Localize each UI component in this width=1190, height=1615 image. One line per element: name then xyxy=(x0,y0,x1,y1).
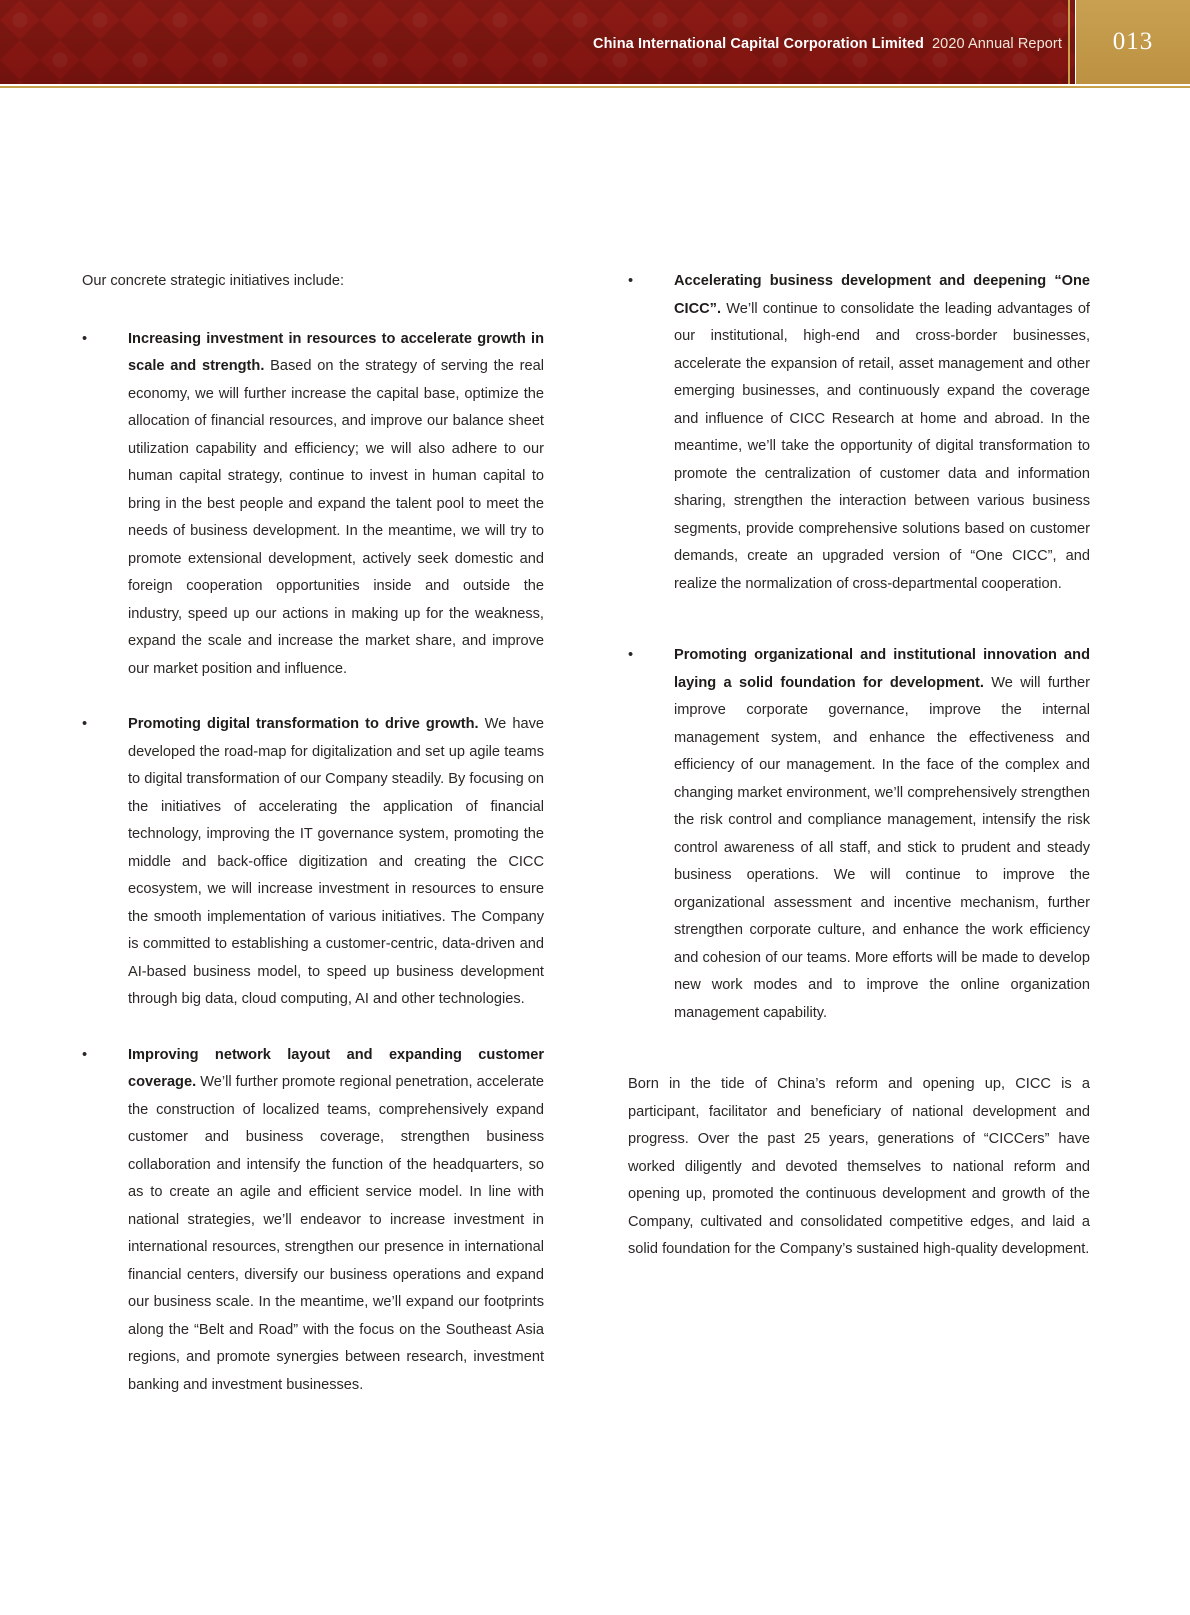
column-spacer xyxy=(628,626,1090,642)
bullet-marker: • xyxy=(82,716,88,732)
left-column xyxy=(82,268,544,1427)
list-item xyxy=(628,642,1090,1027)
bullet-body: We’ll continue to consolidate the leading advantages of our institutional, high-end and cross-border businesses, accelerate the expansion of retail, asset management and other emerging businesses, and continuously expand the coverage and influence of CICC Research at home and abroad. In the meantime, we’ll take the opportunity of digital transformation to promote the centralization of customer data and information sharing, strengthen the interaction between various business segments, provide comprehensive solutions based on customer demands, create an upgraded version of “One CICC”, and realize the normalization of cross-departmental cooperation. xyxy=(674,300,1090,592)
bullet-text xyxy=(128,326,544,684)
bullet-marker: • xyxy=(628,273,634,289)
page-number-tab xyxy=(1076,0,1190,84)
two-column-layout xyxy=(82,268,1128,1427)
closing-paragraph: Born in the tide of China’s reform and opening up, CICC is a participant, facilitator and beneficiary of national development and progress. Over the past 25 years, generations of “CICCers” have worked diligently and devoted themselves to national reform and opening up, promoted the continuous development and growth of the Company, cultivated and consolidated competitive edges, and laid a solid foundation for the Company’s sustained high-quality development. xyxy=(628,1076,1090,1257)
bullet-lead: Accelerating business development and deepening “One CICC”. xyxy=(674,273,1090,317)
company-name: China International Capital Corporation Limited xyxy=(593,36,924,52)
bullet-body: We’ll further promote regional penetration, accelerate the construction of localized teams, comprehensively expand customer and business coverage, strengthen business collaboration and intensify the function of the headquarters, so as to create an agile and efficient service model. In line with national strategies, we’ll endeavor to increase investment in international resources, strengthen our presence in international financial centers, diversify our business operations and expand our business scale. In the meantime, we’ll expand our footprints along the “Belt and Road” with the focus on the Southeast Asia regions, and promote synergies between research, investment banking and investment businesses. xyxy=(128,1074,544,1393)
bullet-lead: Promoting digital transformation to drive growth. xyxy=(128,716,479,732)
list-item xyxy=(82,711,544,1014)
column-spacer xyxy=(628,1055,1090,1071)
list-item xyxy=(82,1042,544,1400)
bullet-text xyxy=(674,642,1090,1027)
bullet-text xyxy=(128,1042,544,1400)
page-number: 013 xyxy=(1112,28,1154,55)
intro-paragraph: Our concrete strategic initiatives include: xyxy=(82,273,344,289)
bullet-body: Based on the strategy of serving the real economy, we will further increase the capital base, optimize the allocation of financial resources, and improve our balance sheet utilization capability and efficiency; we will also adhere to our human capital strategy, continue to invest in human capital to bring in the best people and expand the talent pool to meet the needs of business development. In the meantime, we will try to promote extensional development, actively seek domestic and foreign cooperation opportunities inside and outside the industry, speed up our actions in making up for the weakness, expand the scale and increase the market share, and improve our market position and influence. xyxy=(128,358,544,677)
bullet-marker: • xyxy=(82,1046,88,1063)
bullet-text xyxy=(674,268,1090,598)
list-item xyxy=(82,326,544,684)
right-column xyxy=(628,268,1090,1427)
page-body xyxy=(0,88,1190,1615)
bullet-marker: • xyxy=(82,330,88,347)
report-title: 2020 Annual Report xyxy=(932,36,1062,52)
bullet-lead: Increasing investment in resources to accelerate growth in scale and strength. xyxy=(128,330,544,374)
bullet-lead: Improving network layout and expanding customer coverage. xyxy=(128,1046,544,1090)
bullet-body: We have developed the road-map for digitalization and set up agile teams to digital transformation of our Company steadily. By focusing on the initiatives of accelerating the application of financial technology, improving the IT governance system, promoting the middle and back-office digitization and creating the CICC ecosystem, we will increase investment in resources to ensure the smooth implementation of various initiatives. The Company is committed to establishing a customer-centric, data-driven and AI-based business model, to speed up business development through big data, cloud computing, AI and other technologies. xyxy=(128,716,544,1007)
header-title-block xyxy=(593,36,1062,52)
bullet-lead: Promoting organizational and institutional innovation and laying a solid foundation for development. xyxy=(674,647,1090,691)
page-header xyxy=(0,0,1190,88)
bullet-body: We will further improve corporate governance, improve the internal management system, and enhance the effectiveness and efficiency of our management. In the face of the complex and changing market environment, we’ll comprehensively strengthen the risk control and compliance management, intensify the risk control awareness of all staff, and stick to prudent and steady business operations. We will continue to improve the organizational assessment and incentive mechanism, further strengthen corporate culture, and enhance the work efficiency and cohesion of our teams. More efforts will be made to develop new work modes and to improve the online organization management capability. xyxy=(674,674,1090,1021)
bullet-marker: • xyxy=(628,647,634,663)
bullet-text xyxy=(128,711,544,1014)
list-item xyxy=(628,268,1090,598)
